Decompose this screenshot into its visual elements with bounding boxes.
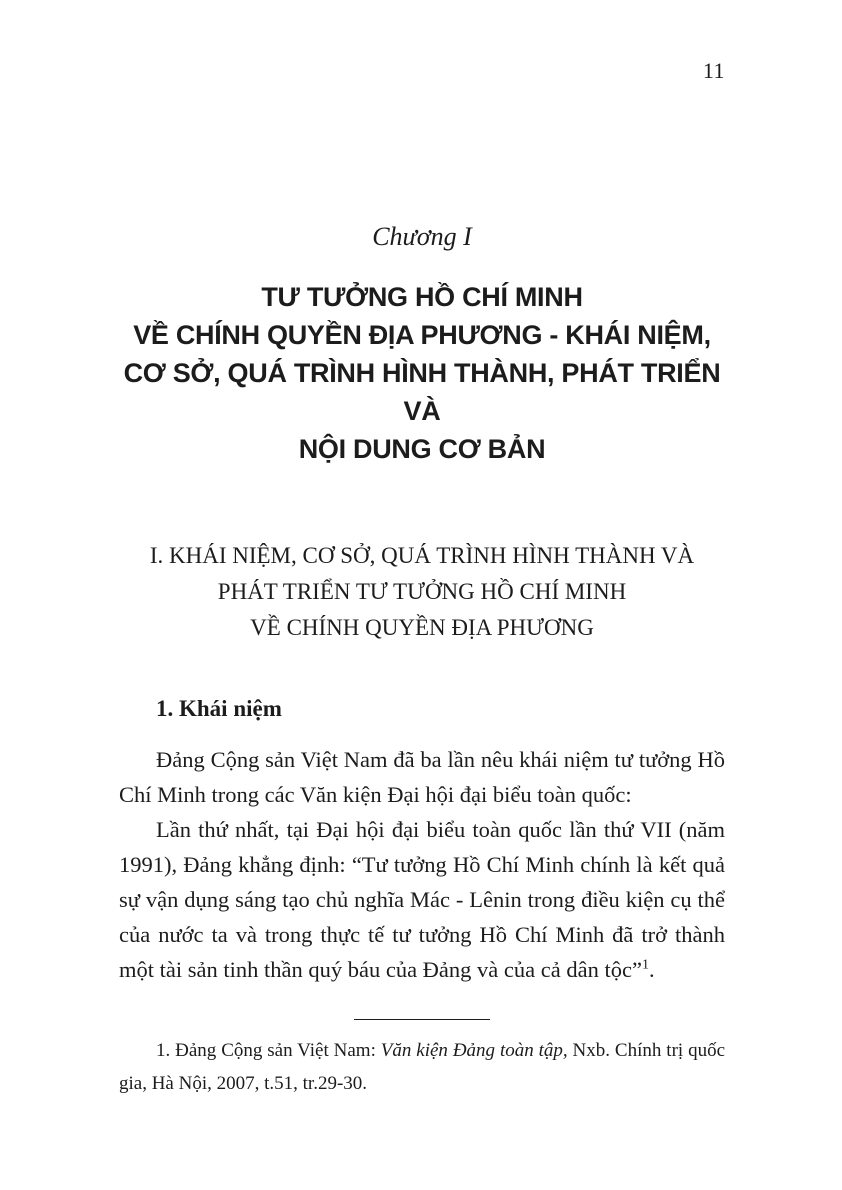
footnote-separator-rule (354, 1019, 490, 1020)
page-content (119, 0, 725, 1100)
body-paragraph-2-text: Lần thứ nhất, tại Đại hội đại biểu toàn quốc lần thứ VII (năm 1991), Đảng khẳng định: “Tư tưởng Hồ Chí Minh chính là kết quả sự vận dụng sáng tạo chủ nghĩa Mác - Lênin trong điều kiện cụ thể của nước ta và trong thực tế tư tưởng Hồ Chí Minh đã trở thành một tài sản tinh thần quý báu của Đảng và của cả dân tộc” (119, 817, 725, 982)
chapter-label: Chương I (372, 222, 472, 251)
footnote-work-title: Văn kiện Đảng toàn tập, (380, 1040, 568, 1061)
section-heading-line-2: PHÁT TRIỂN TƯ TƯỞNG HỒ CHÍ MINH (217, 579, 627, 604)
body-paragraph-1: Đảng Cộng sản Việt Nam đã ba lần nêu khái niệm tư tưởng Hồ Chí Minh trong các Văn kiện Đại hội đại biểu toàn quốc: (119, 747, 725, 807)
subsection-heading: 1. Khái niệm (156, 696, 282, 721)
footnote (119, 1034, 725, 1100)
section-heading (119, 538, 725, 646)
chapter-title-line-1: TƯ TƯỞNG HỒ CHÍ MINH (261, 282, 583, 312)
section-heading-line-1: I. KHÁI NIỆM, CƠ SỞ, QUÁ TRÌNH HÌNH THÀNH VÀ (149, 543, 695, 568)
chapter-title-line-3: CƠ SỞ, QUÁ TRÌNH HÌNH THÀNH, PHÁT TRIỂN VÀ (123, 358, 721, 426)
chapter-title (119, 278, 725, 468)
footnote-text-end: Nxb. Chính trị quốc gia, Hà Nội, 2007, t.51, tr.29-30. (119, 1040, 726, 1094)
page-number: 11 (702, 58, 725, 83)
chapter-title-line-2: VỀ CHÍNH QUYỀN ĐỊA PHƯƠNG - KHÁI NIỆM, (133, 320, 711, 350)
body-paragraph-2 (119, 812, 725, 987)
section-heading-line-3: VỀ CHÍNH QUYỀN ĐỊA PHƯƠNG (250, 615, 594, 640)
footnote-reference-mark: 1 (641, 957, 649, 973)
chapter-title-line-4: NỘI DUNG CƠ BẢN (298, 434, 546, 464)
body-paragraph-2-period: . (648, 957, 655, 982)
footnote-text-start: 1. Đảng Cộng sản Việt Nam: (156, 1040, 381, 1061)
